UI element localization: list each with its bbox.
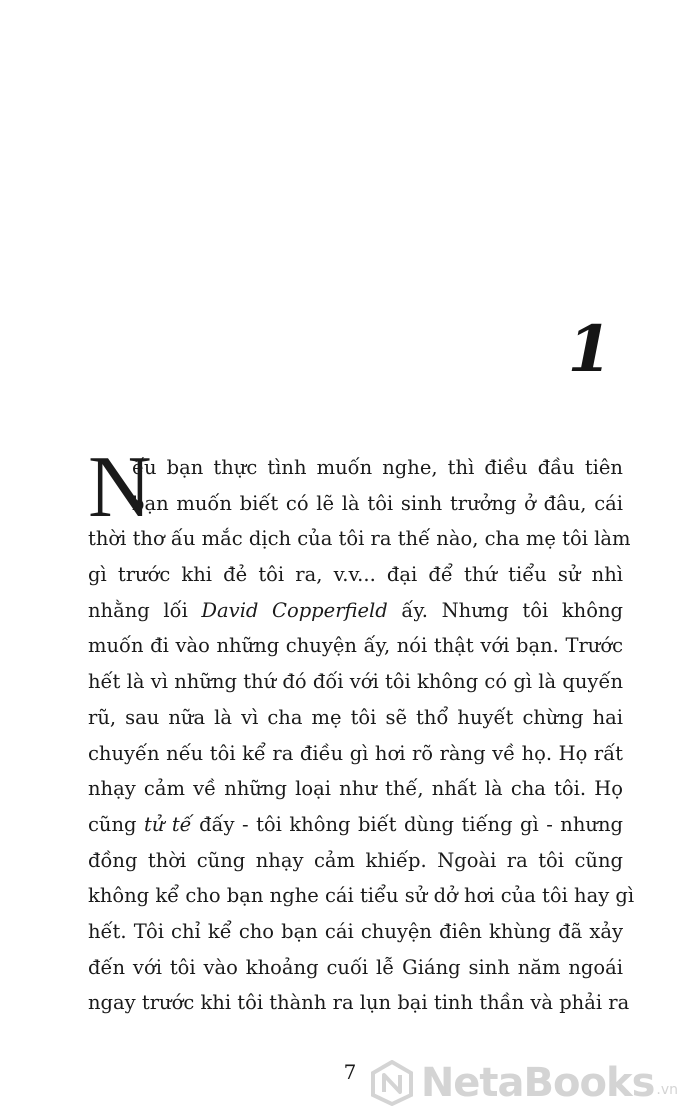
text-line	[88, 628, 623, 664]
text-line	[88, 878, 635, 914]
text-line	[88, 807, 623, 843]
text-line	[88, 843, 623, 879]
text-segment: hết là vì những thứ đó đối với tôi không có gì là quyến	[88, 670, 623, 694]
text-segment: nhằng lối	[88, 598, 202, 622]
text-line	[88, 450, 623, 486]
text-segment: ấy. Nhưng tôi không	[387, 598, 624, 622]
text-segment: ngay trước khi tôi thành ra lụn bại tinh thần và phải ra	[88, 991, 630, 1015]
text-line	[88, 664, 623, 700]
body-paragraph	[88, 450, 635, 1021]
netabooks-logo-icon	[369, 1060, 415, 1106]
text-segment: đấy - tôi không biết dùng tiếng gì - nhưng	[191, 812, 623, 836]
watermark	[369, 1060, 678, 1106]
text-segment: đến với tôi vào khoảng cuối lễ Giáng sinh năm ngoái	[88, 955, 623, 979]
text-segment: đồng thời cũng nhạy cảm khiếp. Ngoài ra tôi cũng	[88, 848, 623, 872]
text-line	[88, 486, 623, 522]
text-line	[88, 950, 623, 986]
text-segment: ếu bạn thực tình muốn nghe, thì điều đầu tiên	[132, 456, 623, 479]
text-segment: nhạy cảm về những loại như thế, nhất là cha tôi. Họ	[88, 777, 623, 801]
drop-cap: N	[88, 439, 152, 536]
text-segment: bạn muốn biết có lẽ là tôi sinh trưởng ở đâu, cái	[132, 491, 623, 515]
text-segment: hết. Tôi chỉ kể cho bạn cái chuyện điên khùng đã xảy	[88, 919, 623, 943]
chapter-number: 1	[567, 312, 612, 387]
italic-title-text: David Copperfield	[201, 598, 388, 622]
text-line	[88, 771, 623, 807]
text-line	[88, 736, 623, 772]
text-segment: cũng	[88, 812, 144, 836]
page-number: 7	[343, 1060, 357, 1084]
text-segment: chuyến nếu tôi kể ra điều gì hơi rõ ràng về họ. Họ rất	[88, 741, 623, 765]
text-segment: rũ, sau nữa là vì cha mẹ tôi sẽ thổ huyết chừng hai	[88, 705, 623, 729]
text-segment: thời thơ ấu mắc dịch của tôi ra thế nào, cha mẹ tôi làm	[88, 527, 631, 551]
text-segment: gì trước khi đẻ tôi ra, v.v... đại để thứ tiểu sử nhì	[88, 563, 623, 587]
watermark-brand: NetaBooks	[420, 1060, 655, 1106]
watermark-suffix: .vn	[656, 1082, 678, 1098]
text-segment: không kể cho bạn nghe cái tiểu sử dở hơi của tôi hay gì	[88, 884, 635, 908]
italic-title-text: tử tế	[143, 812, 192, 836]
text-line	[88, 914, 623, 950]
text-line	[88, 521, 631, 557]
text-line	[88, 593, 623, 629]
text-segment: muốn đi vào những chuyện ấy, nói thật với bạn. Trước	[88, 634, 623, 658]
text-line	[88, 700, 623, 736]
text-line	[88, 985, 630, 1021]
text-line	[88, 557, 623, 593]
